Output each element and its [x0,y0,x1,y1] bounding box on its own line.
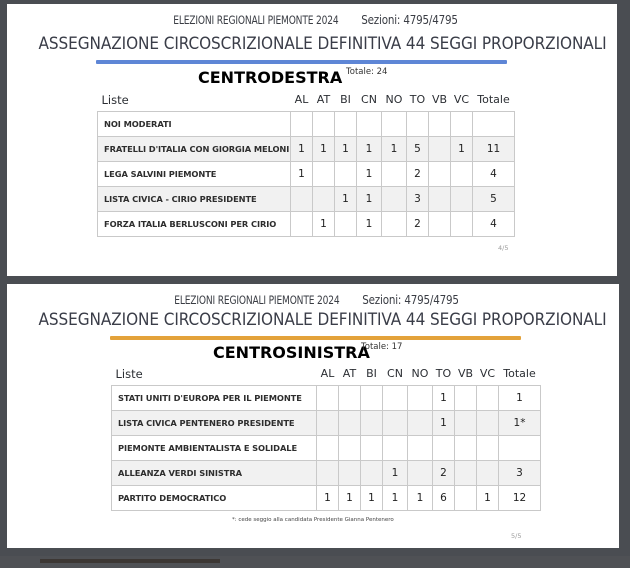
slide-header [7,292,619,307]
seat-cell-al: 1 [317,485,339,510]
seat-cell-vb [455,410,477,435]
seat-cell-al [317,460,339,485]
list-name: PARTITO DEMOCRATICO [112,485,317,510]
table-header-row [98,89,515,111]
seat-cell-vb [429,111,451,136]
seat-cell-vb [429,211,451,236]
seat-cell-to [433,435,455,460]
seat-cell-al: 1 [291,136,313,161]
seat-cell-no [382,186,407,211]
list-name: FRATELLI D'ITALIA CON GIORGIA MELONI [98,136,291,161]
seat-cell-at [313,111,335,136]
seat-cell-vc [451,161,473,186]
seat-cell-to: 2 [433,460,455,485]
seat-cell-vc [477,410,499,435]
seat-cell-bi: 1 [335,186,357,211]
seat-cell-totale: 5 [473,186,515,211]
slide-header [7,12,617,27]
column-header-vc: VC [479,367,496,381]
table-row [112,460,541,485]
seat-cell-bi [361,385,383,410]
slide-title: ASSEGNAZIONE CIRCOSCRIZIONALE DEFINITIVA 44 SEGGI PROPORZIONALI [38,34,607,54]
seat-cell-cn: 1 [357,136,382,161]
seat-cell-al [317,435,339,460]
sections-count: Sezioni: 4795/4795 [362,292,459,307]
list-name: ALLEANZA VERDI SINISTRA [112,460,317,485]
column-header-vb: VB [457,367,474,381]
footnote: *: cede seggio alla candidata Presidente Gianna Pentenero [232,517,394,523]
seat-cell-no [382,211,407,236]
seat-cell-at [339,410,361,435]
seat-cell-totale: 1 [499,385,541,410]
seat-cell-vc [477,385,499,410]
seat-cell-totale: 3 [499,460,541,485]
seat-cell-cn: 1 [357,186,382,211]
seat-cell-al [291,111,313,136]
column-header-al: AL [294,93,309,107]
seat-cell-al: 1 [291,161,313,186]
table-row [98,111,515,136]
coalition-total: Totale: 17 [361,342,403,352]
list-name: FORZA ITALIA BERLUSCONI PER CIRIO [98,211,291,236]
slide-title: ASSEGNAZIONE CIRCOSCRIZIONALE DEFINITIVA 44 SEGGI PROPORZIONALI [38,310,607,330]
seat-cell-to: 6 [433,485,455,510]
seat-cell-at [313,186,335,211]
seat-cell-bi [361,410,383,435]
seat-cell-bi [335,161,357,186]
column-header-liste: Liste [101,92,129,107]
column-header-totale: Totale [477,93,510,107]
seat-cell-al [291,186,313,211]
list-name: LEGA SALVINI PIEMONTE [98,161,291,186]
sections-count: Sezioni: 4795/4795 [361,12,458,27]
seat-cell-vb [429,186,451,211]
seat-cell-to: 1 [433,410,455,435]
table-row [98,161,515,186]
seat-cell-bi [361,460,383,485]
seat-cell-at [313,161,335,186]
seat-cell-totale: 1* [499,410,541,435]
seat-cell-al [291,211,313,236]
list-name: STATI UNITI D'EUROPA PER IL PIEMONTE [112,385,317,410]
seat-cell-bi [335,211,357,236]
seat-cell-no [408,385,433,410]
list-name: LISTA CIVICA - CIRIO PRESIDENTE [98,186,291,211]
seat-cell-cn [383,410,408,435]
seat-cell-no [382,111,407,136]
seat-cell-cn [357,111,382,136]
column-header-at: AT [316,93,331,107]
seat-cell-no [408,460,433,485]
seat-cell-vc [451,186,473,211]
seat-cell-totale [499,435,541,460]
column-header-liste: Liste [115,366,143,381]
list-name: NOI MODERATI [98,111,291,136]
seat-cell-at [339,385,361,410]
seat-cell-al [317,410,339,435]
table-row [112,410,541,435]
seat-cell-vb [455,485,477,510]
slide-centrodestra [7,4,617,276]
election-title: ELEZIONI REGIONALI PIEMONTE 2024 [174,293,340,307]
election-title: ELEZIONI REGIONALI PIEMONTE 2024 [173,13,339,27]
seat-cell-at: 1 [313,136,335,161]
seat-cell-vc: 1 [451,136,473,161]
seat-cell-bi [335,111,357,136]
table-row [112,435,541,460]
seat-cell-cn: 1 [357,161,382,186]
seat-cell-cn: 1 [383,485,408,510]
column-header-vb: VB [431,93,448,107]
column-header-to: TO [435,367,452,381]
seat-cell-cn [383,385,408,410]
seats-table [111,363,541,511]
seat-cell-vc: 1 [477,485,499,510]
column-header-totale: Totale [503,367,536,381]
seat-cell-vb [429,161,451,186]
seat-cell-vb [429,136,451,161]
seat-cell-to: 2 [407,161,429,186]
seat-cell-vb [455,460,477,485]
seat-cell-at: 1 [313,211,335,236]
coalition-total: Totale: 24 [346,67,388,77]
seat-cell-vb [455,385,477,410]
taskbar-strip [0,556,630,568]
column-header-al: AL [320,367,335,381]
column-header-at: AT [342,367,357,381]
accent-rule [96,60,507,64]
seat-cell-at: 1 [339,485,361,510]
column-header-cn: CN [387,367,403,381]
seat-cell-totale: 11 [473,136,515,161]
seat-cell-bi: 1 [361,485,383,510]
column-header-no: NO [385,93,403,107]
seat-cell-cn: 1 [357,211,382,236]
table-row [112,485,541,510]
column-header-bi: BI [340,93,351,107]
seat-cell-cn: 1 [383,460,408,485]
list-name: LISTA CIVICA PENTENERO PRESIDENTE [112,410,317,435]
seat-cell-to: 1 [433,385,455,410]
seat-cell-cn [383,435,408,460]
seat-cell-no: 1 [408,485,433,510]
accent-rule [110,336,521,340]
seat-cell-to: 2 [407,211,429,236]
table-row [112,385,541,410]
seats-table [97,89,515,237]
page-number: 4/5 [498,244,509,252]
seat-cell-to: 5 [407,136,429,161]
column-header-to: TO [409,93,426,107]
coalition-name: CENTROSINISTRA [213,343,370,362]
seat-cell-totale [473,111,515,136]
column-header-vc: VC [453,93,470,107]
seat-cell-at [339,460,361,485]
seat-cell-vc [477,435,499,460]
page-number: 5/5 [511,532,522,540]
seat-cell-bi: 1 [335,136,357,161]
seat-cell-vc [451,111,473,136]
seat-cell-bi [361,435,383,460]
column-header-bi: BI [366,367,377,381]
seat-cell-to [407,111,429,136]
slide-centrosinistra [7,284,619,548]
seat-cell-no: 1 [382,136,407,161]
coalition-name: CENTRODESTRA [198,68,343,87]
column-header-cn: CN [361,93,377,107]
list-name: PIEMONTE AMBIENTALISTA E SOLIDALE [112,435,317,460]
seat-cell-to: 3 [407,186,429,211]
seat-cell-totale: 4 [473,161,515,186]
column-header-no: NO [411,367,429,381]
seat-cell-totale: 4 [473,211,515,236]
table-row [98,136,515,161]
seat-cell-al [317,385,339,410]
seat-cell-no [382,161,407,186]
seat-cell-vc [451,211,473,236]
seat-cell-at [339,435,361,460]
seat-cell-no [408,435,433,460]
seat-cell-vc [477,460,499,485]
table-header-row [112,363,541,385]
seat-cell-totale: 12 [499,485,541,510]
table-row [98,186,515,211]
seat-cell-no [408,410,433,435]
table-row [98,211,515,236]
seat-cell-vb [455,435,477,460]
